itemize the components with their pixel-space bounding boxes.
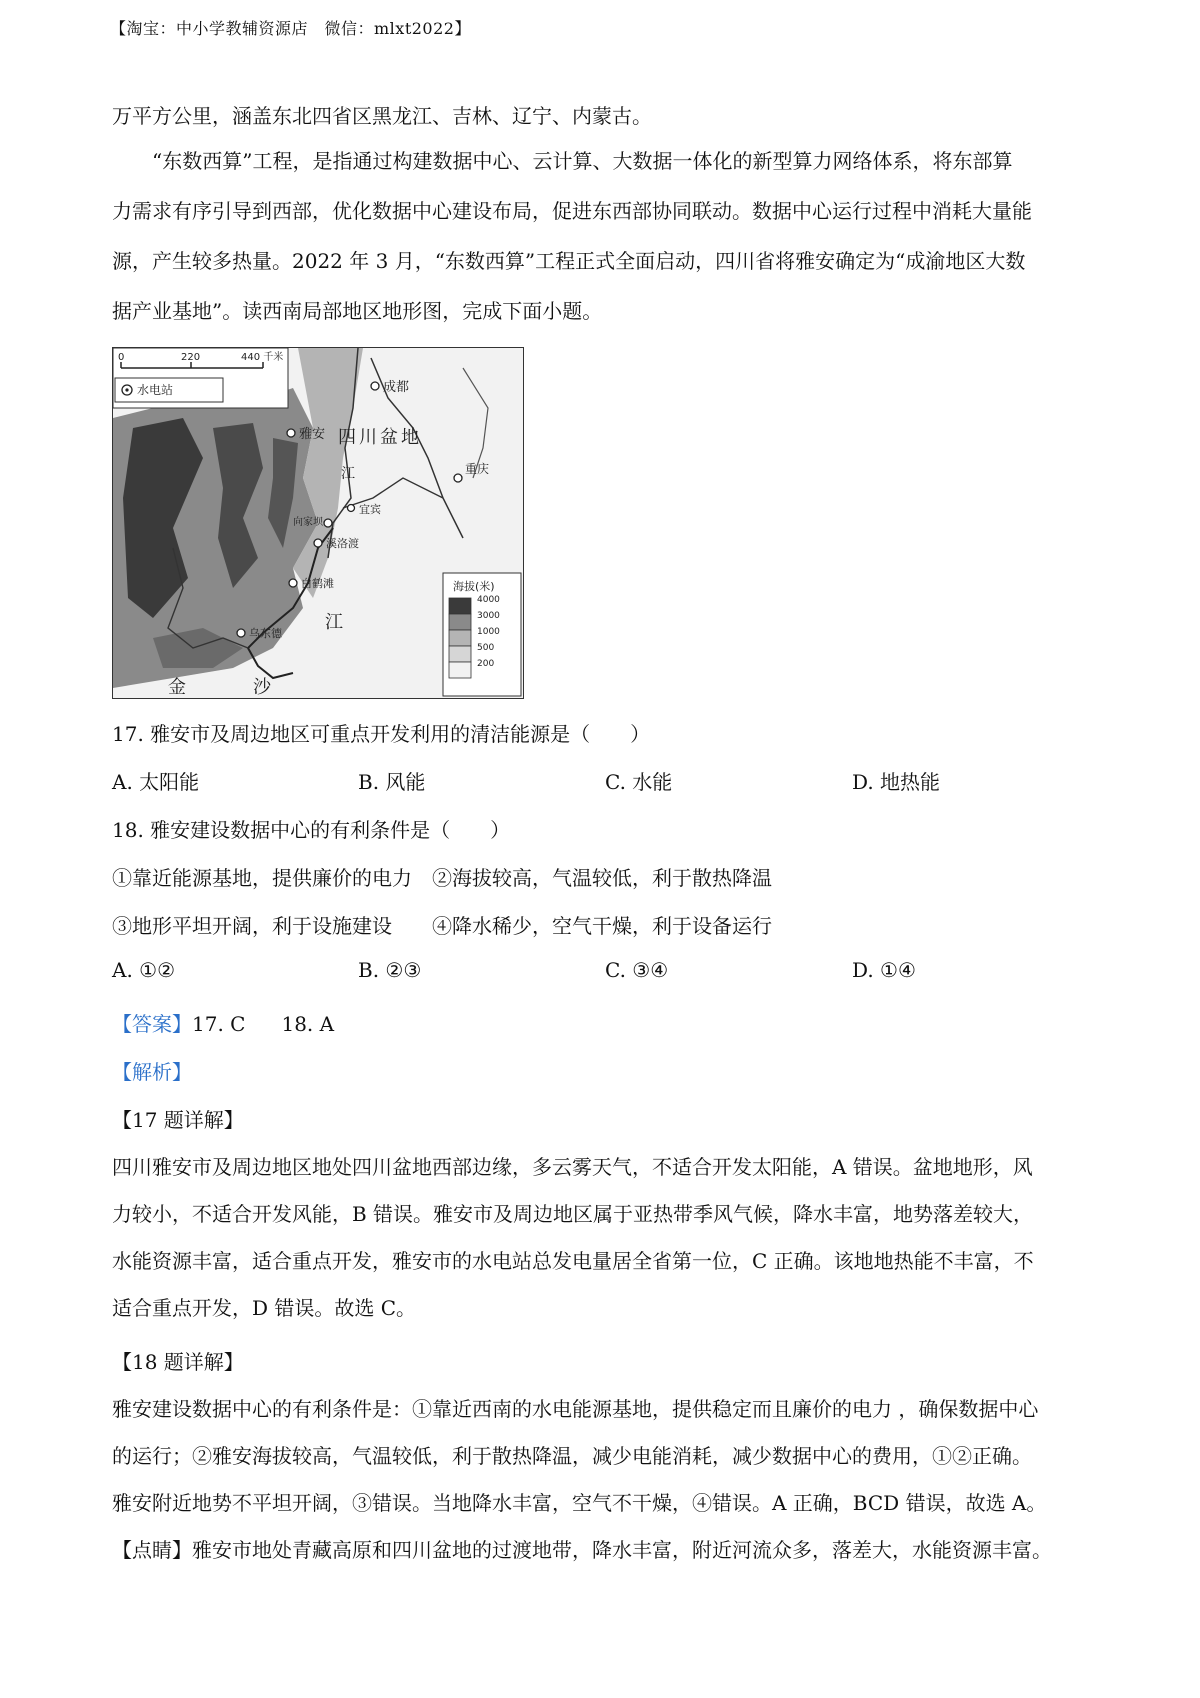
detail-18-label: 【18 题详解】 [112,1350,244,1374]
intro-line: “东数西算”工程，是指通过构建数据中心、云计算、大数据一体化的新型算力网络体系，将东部算 [152,149,1013,173]
intro-paragraph [112,136,1102,336]
option-c: C. ③④ [605,958,669,982]
answer-line [112,1008,334,1037]
river-char: 金 [168,677,186,698]
scale-label: 440 千米 [241,352,284,363]
city-marker-icon [287,429,295,437]
place-label-yibin: 宜宾 [359,503,381,516]
detail-18-line: 雅安附近地势不平坦开阔，③错误。当地降水丰富，空气不干燥，④错误。A 正确，BCD 错误，故选 A。 [112,1491,1047,1515]
place-label-yaan: 雅安 [299,427,326,442]
question-18-options [112,958,1102,988]
place-label-sichuan-basin: 四川盆地 [338,427,422,448]
detail-17-line: 适合重点开发，D 错误。故选 C。 [112,1296,417,1320]
intro-first-line: 万平方公里，涵盖东北四省区黑龙江、吉林、辽宁、内蒙古。 [112,104,652,128]
answer-17: 17. C [192,1012,246,1036]
question-18-statements-2: ③地形平坦开阔，利于设施建设 ④降水稀少，空气干燥，利于设备运行 [112,914,772,938]
point-text: 雅安市地处青藏高原和四川盆地的过渡地带，降水丰富，附近河流众多，落差大，水能资源丰富。 [192,1538,1052,1562]
hydropower-station-icon [314,539,322,547]
elevation-level-label: 3000 [477,611,500,621]
option-d: D. ①④ [852,958,916,982]
detail-17-line: 力较小，不适合开发风能，B 错误。雅安市及周边地区属于亚热带季风气候，降水丰富，地势落差较大， [112,1202,1034,1226]
hydropower-station-icon [324,519,332,527]
detail-18-line: 的运行；②雅安海拔较高，气温较低，利于散热降温，减少电能消耗，减少数据中心的费用，①②正确。 [112,1444,1032,1468]
place-label-baihetan: 白鹤滩 [301,577,334,590]
option-c: C. 水能 [605,770,673,794]
place-label-xiluodu: 溪洛渡 [326,537,359,550]
elevation-level-label: 200 [477,659,495,669]
intro-line: 源，产生较多热量。2022 年 3 月，“东数西算”工程正式全面启动，四川省将雅安确定为“成渝地区大数 [112,249,1026,273]
city-marker-icon [371,382,379,390]
intro-line: 力需求有序引导到西部，优化数据中心建设布局，促进东西部协同联动。数据中心运行过程中消耗大量能 [112,199,1032,223]
option-b: B. ②③ [358,958,422,982]
place-label-chongqing: 重庆 [465,462,490,476]
place-label-xiangjiaba: 向家坝 [293,517,323,528]
place-label-chengdu: 成都 [383,380,410,395]
city-marker-icon [348,505,355,512]
question-17-options [112,766,1102,796]
detail-17-line: 四川雅安市及周边地区地处四川盆地西部边缘，多云雾天气，不适合开发太阳能，A 错误。盆地地形，风 [112,1155,1033,1179]
detail-17-line: 水能资源丰富，适合重点开发，雅安市的水电站总发电量居全省第一位，C 正确。该地地热能不丰富，不 [112,1249,1034,1273]
hydropower-station-icon [289,579,297,587]
river-char: 江 [325,612,343,633]
detail-17-label: 【17 题详解】 [112,1108,244,1132]
elevation-level-label: 1000 [477,627,500,637]
option-a: A. ①② [112,958,176,982]
detail-18-paragraph [112,1386,1102,1574]
answer-label: 【答案】 [112,1012,192,1036]
elevation-level-label: 4000 [477,595,500,605]
answer-18: 18. A [281,1012,335,1036]
option-b: B. 风能 [358,770,426,794]
river-char: 江 [341,466,355,482]
header-watermark-text: 【淘宝：中小学教辅资源店 微信：mlxt2022】 [110,19,471,38]
scale-label: 220 [181,352,201,363]
detail-18-line: 雅安建设数据中心的有利条件是：①靠近西南的水电能源基地，提供稳定而且廉价的电力 ，确保数据中心 [112,1397,1039,1421]
hydropower-station-icon [237,629,245,637]
option-a: A. 太阳能 [112,770,200,794]
southwest-terrain-map [112,347,524,699]
question-17-stem: 17. 雅安市及周边地区可重点开发利用的清洁能源是（ ） [112,722,651,746]
point-label: 【点睛】 [112,1538,192,1562]
elevation-level-label: 500 [477,643,495,653]
scale-label: 0 [118,352,125,363]
question-18-statements-1: ①靠近能源基地，提供廉价的电力 ②海拔较高，气温较低，利于散热降温 [112,866,772,890]
place-label-wudongde: 乌东德 [249,627,282,640]
intro-line: 据产业基地”。读西南局部地区地形图，完成下面小题。 [112,299,603,323]
question-18-stem: 18. 雅安建设数据中心的有利条件是（ ） [112,818,511,842]
river-char: 沙 [253,677,271,698]
detail-17-paragraph [112,1144,1102,1332]
option-d: D. 地热能 [852,770,941,794]
analysis-label: 【解析】 [112,1060,192,1084]
legend-station-label: 水电站 [137,383,174,397]
point-line [112,1527,1102,1574]
city-marker-icon [454,474,462,482]
elevation-legend-title: 海拔(米) [453,580,495,593]
